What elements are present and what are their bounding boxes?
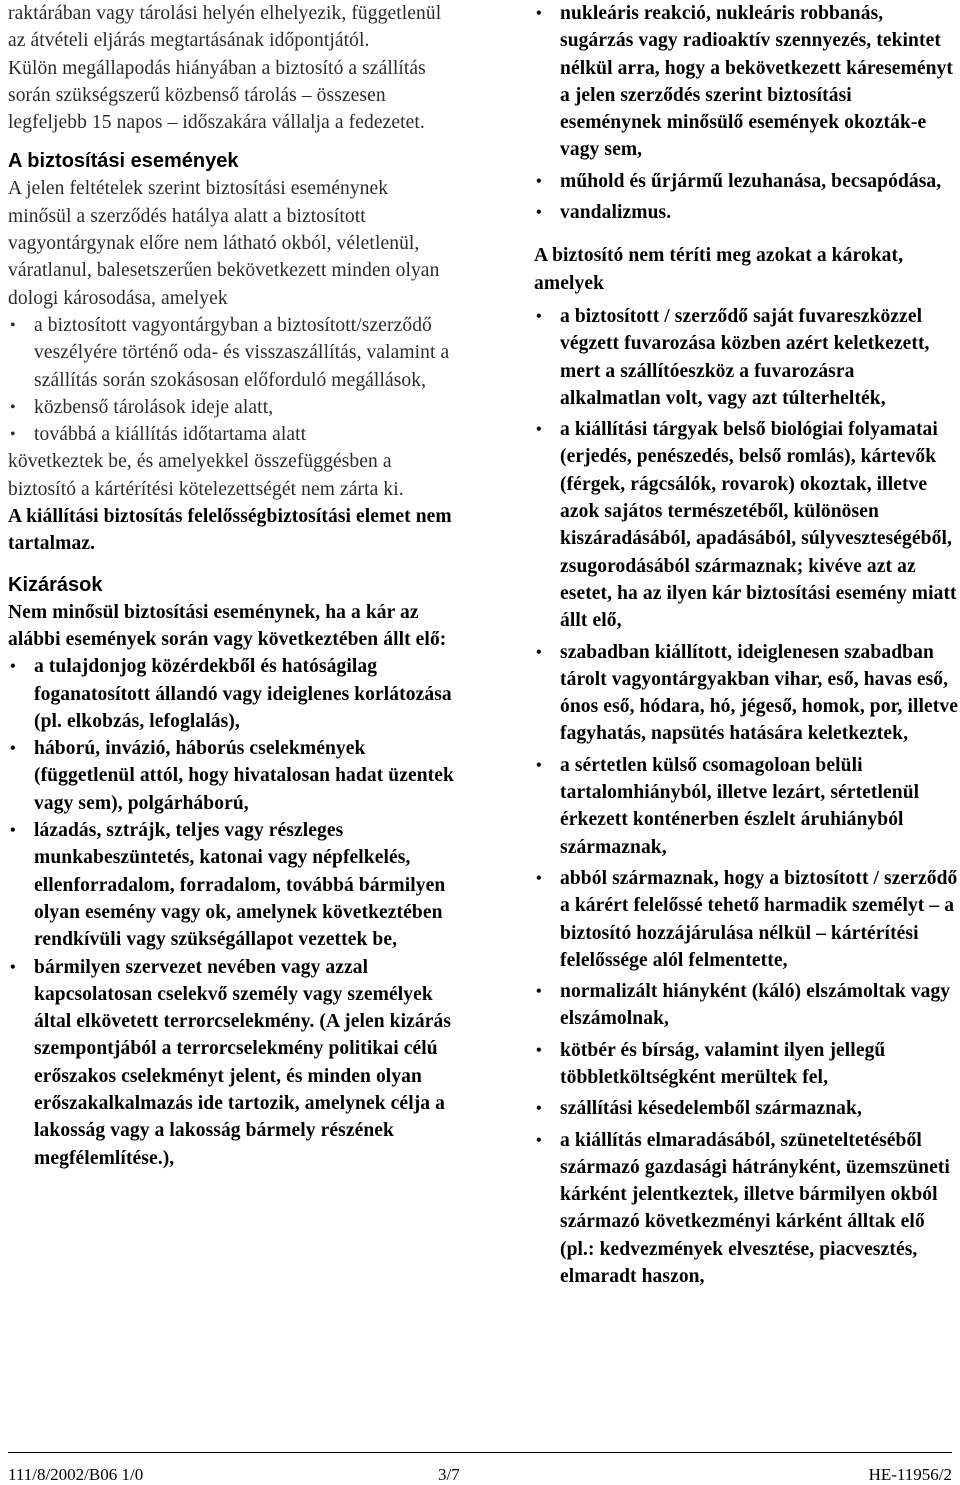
intro-paragraph-1: raktárában vagy tárolási helyén elhelyezik, függetlenül az átvételi eljárás megtartásának időpontjától. [8, 3, 442, 52]
list-item: • a sértetlen külső csomagoloan belüli tartalomhiányból, illetve lezárt, sértetlenül érkezett konténerben észlelt áruhiányból származnak, [534, 752, 958, 861]
list-item: • szállítási késedelemből származnak, [534, 1095, 958, 1122]
bullet-icon: • [536, 421, 542, 439]
list-item: • közbenső tárolások ideje alatt, [8, 394, 456, 421]
bullet-icon: • [536, 869, 542, 887]
bullet-icon: • [10, 398, 16, 416]
bullet-icon: • [536, 1041, 542, 1059]
list-item: • szabadban kiállított, ideiglenesen szabadban tárolt vagyontárgyakban vihar, eső, havas eső, ónos eső, hódara, hó, jégeső, homok, por, illetve fagyhatás, napsütés hatására keletkeztek, [534, 639, 958, 748]
bullet-icon: • [536, 5, 542, 22]
bullet-icon: • [536, 983, 542, 1001]
right-column [534, 0, 958, 1294]
intro-paragraph-2: Külön megállapodás hiányában a biztosító a szállítás során szükségszerű közbenső tárolás – összesen legfeljebb 15 napos – időszakára vállalja a fedezetet. [8, 57, 426, 134]
bullet-icon: • [536, 1100, 542, 1118]
bullet-icon: • [10, 740, 16, 758]
bullet-icon: • [10, 658, 16, 676]
exclusions-list [8, 653, 456, 1172]
footer-doc-code: 111/8/2002/B06 1/0 [8, 1465, 144, 1484]
list-item: • abból származnak, hogy a biztosított / szerződő a kárért felelőssé tehető harmadik személyt – a biztosító hozzájárulása nélkül – kártérítési felelőssége alól felmentette, [534, 865, 958, 974]
bullet-icon: • [10, 822, 16, 840]
list-item: • a biztosított / szerződő saját fuvareszközzel végzett fuvarozása közben azért keletkezett, mert a szállítóeszköz a fuvarozásra alkalmatlan volt, vagy azt túlterhelték, [534, 303, 958, 412]
bullet-icon: • [536, 756, 542, 774]
footer-reference: HE-11956/2 [868, 1465, 952, 1484]
list-item: • nukleáris reakció, nukleáris robbanás, sugárzás vagy radioaktív szennyezés, tekintet nélkül arra, hogy a bekövetkezett káreseményt a jelen szerződés szerint biztosítási eseménynek minősülő események okozták-e vagy sem, [534, 0, 958, 164]
events-heading: A biztosítási események [8, 150, 239, 173]
exclusions-intro: Nem minősül biztosítási eseménynek, ha a kár az alábbi események során vagy következtében állt elő: [8, 601, 447, 650]
events-outro: következtek be, és amelyekkel összefüggésben a biztosító a kártérítési kötelezettségét nem zárta ki. [8, 451, 404, 500]
list-item: • kötbér és bírság, valamint ilyen jellegű többletköltségként merültek fel, [534, 1037, 958, 1092]
exclusions-heading: Kizárások [8, 573, 103, 596]
no-cover-list [534, 303, 958, 1290]
list-item: • háború, invázió, háborús cselekmények (függetlenül attól, hogy hivatalosan hadat üzentek vagy sem), polgárháború, [8, 735, 456, 817]
events-intro: A jelen feltételek szerint biztosítási eseménynek minősül a szerződés hatálya alatt a biztosított vagyontárgynak előre nem látható okból, véletlenül, váratlanul, balesetszerűen bekövetkezett minden olyan dologi károsodása, amelyek [8, 178, 440, 309]
footer-page-number: 3/7 [438, 1465, 460, 1484]
left-column [8, 0, 456, 1172]
list-item: • a kiállítási tárgyak belső biológiai folyamatai (erjedés, penészedés, belső romlás), kártevők (férgek, rágcsálók, rovarok) okoztak, illetve azok sajátos természetéből, különösen kiszáradásából, apadásából, súlyveszteségéből, zsugorodásából származnak; kivéve azt az esetet, ha az ilyen kár biztosítási esemény miatt állt elő, [534, 416, 958, 634]
bullet-icon: • [536, 307, 542, 325]
bullet-icon: • [536, 643, 542, 661]
bullet-icon: • [536, 204, 542, 222]
no-cover-intro: A biztosító nem téríti meg azokat a károkat, amelyek [534, 245, 904, 294]
list-item: • a tulajdonjog közérdekből és hatóságilag foganatosított állandó vagy ideiglenes korlátozása (pl. elkobzás, lefoglalás), [8, 653, 456, 735]
list-item: • a biztosított vagyontárgyban a biztosított/szerződő veszélyére történő oda- és visszaszállítás, valamint a szállítás során szokásosan előforduló megállások, [8, 312, 456, 394]
bullet-icon: • [536, 1131, 542, 1149]
list-item: • vandalizmus. [534, 199, 958, 226]
list-item: • műhold és űrjármű lezuhanása, becsapódása, [534, 168, 958, 195]
list-item: • lázadás, sztrájk, teljes vagy részleges munkabeszüntetés, katonai vagy népfelkelés, ellenforradalom, forradalom, továbbá bármilyen olyan esemény vagy ok, amelynek következtében rendkívüli vagy szükségállapot vezettek be, [8, 817, 456, 953]
bullet-icon: • [10, 316, 16, 334]
list-item: • továbbá a kiállítás időtartama alatt [8, 421, 456, 448]
bullet-icon: • [536, 172, 542, 190]
bullet-icon: • [10, 426, 16, 444]
bullet-icon: • [10, 958, 16, 976]
list-item: • bármilyen szervezet nevében vagy azzal kapcsolatosan cselekvő személy vagy személyek által elkövetett terrorcselekmény. (A jelen kizárás szempontjából a terrorcselekmény politikai célú erőszakos cselekményt jelent, és minden olyan erőszakalkalmazás ide tartozik, amelynek célja a lakosság vagy a lakosság bármely részének megfélemlítése.), [8, 954, 456, 1172]
list-item: • a kiállítás elmaradásából, szüneteltetéséből származó gazdasági hátrányként, üzemszüneti kárként jelentkeztek, illetve bármilyen okból származó következményi kárként álltak elő (pl.: kedvezmények elvesztése, piacvesztés, elmaradt haszon, [534, 1127, 958, 1291]
list-item: • normalizált hiányként (káló) elszámoltak vagy elszámolnak, [534, 978, 958, 1033]
page-footer [8, 1452, 952, 1483]
events-list [8, 312, 456, 448]
exclusions-list-continued [534, 0, 958, 226]
events-note: A kiállítási biztosítás felelősségbiztosítási elemet nem tartalmaz. [8, 506, 452, 555]
